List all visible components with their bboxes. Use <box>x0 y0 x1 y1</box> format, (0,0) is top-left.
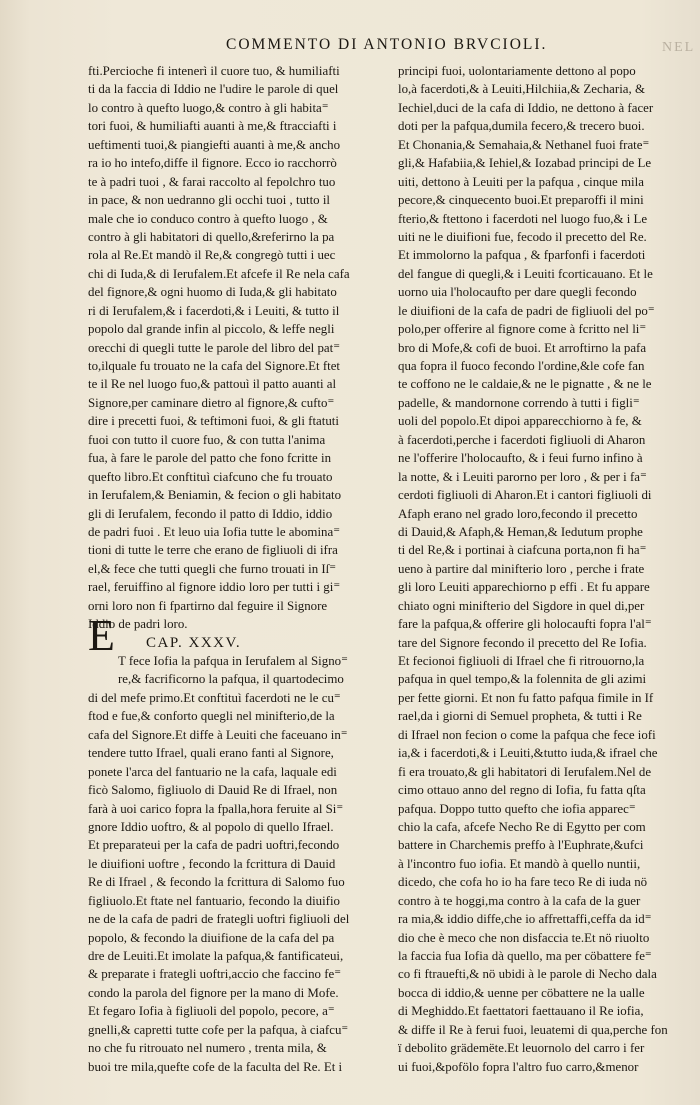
text-line: T fece Iofia la pafqua in Ierufalem al Signo⁼ <box>118 654 348 668</box>
text-line: no che fu ritrouato nel numero , trenta mila, & <box>88 1041 327 1056</box>
text-line: quefto libro.Et conftituì ciafcuno che fu trouato <box>88 469 333 484</box>
text-line: la faccia fua Iofia dà quello, ma per cöbattere fe⁼ <box>398 949 652 963</box>
text-line: de padri fuoi . Et leuo uia Iofia tutte le abomina⁼ <box>88 524 341 539</box>
text-line: battere in Charchemis preffo à l'Euphrate,&ufci <box>398 838 644 853</box>
text-line: tendere tutto Ifrael, quali erano fanti al Signore, <box>88 746 334 761</box>
text-line: fua, à fare le parole del patto che fono fcritte in <box>88 451 332 466</box>
text-line: Et preparateui per la cafa de padri uoftri,fecondo <box>88 838 340 853</box>
text-line: pafqua. Doppo tutto quefto che iofia apparec⁼ <box>398 801 636 816</box>
text-line: figliuolo.Et ftate nel fantuario, fecondo la diuifio <box>88 893 341 908</box>
text-line: fti.Percioche fi intenerì il cuore tuo, & humiliafti <box>88 64 340 78</box>
text-line: contro à te hoggi,ma contro à la cafa de la guer <box>398 893 641 908</box>
text-line: co fi ftrauefti,& nö ubidi à le parole di Necho dala <box>398 967 657 982</box>
text-line: rael, feruiffino al fignore iddio loro per tutti i gi⁼ <box>88 580 341 595</box>
text-line: uoli del popolo.Et dipoi apparecchiorno à fe, & <box>398 414 642 429</box>
text-line: dicedo, che cofa ho io ha fare teco Re di iuda nö <box>398 875 648 890</box>
text-line: pecore,& cinquecento buoi.Et preparoffi il mini <box>398 193 644 208</box>
text-line: gli loro Leuiti apparechiorno p effi . Et fu appare <box>398 580 650 595</box>
text-line: fuoi con tutto il cuore fuo, & con tutta l'anima <box>88 432 326 447</box>
text-line: ftod e fue,& conforto quegli nel minifterio,de la <box>88 709 335 724</box>
text-line: Et immolorno la pafqua , & fparfonfi i facerdoti <box>398 248 646 263</box>
text-line: principi fuoi, uolontariamente dettono al popo <box>398 64 636 78</box>
text-line: Et fecionoi figliuoli di Ifrael che fi ritrouorno,la <box>398 654 645 668</box>
text-line: del fignore,& ogni huomo di Iuda,& gli habitato <box>88 285 337 300</box>
text-line: à facerdoti,perche i facerdoti figliuoli di Aharon <box>398 432 646 447</box>
text-line: uiti, dettono à Leuiti per la pafqua , cinque mila <box>398 174 644 189</box>
text-line: ponete l'arca del fantuario ne la cafa, laquale edi <box>88 764 337 779</box>
text-line: popolo, & fecondo la diuifione de la cafa del pa <box>88 930 335 945</box>
text-line: ï debolito grädemëte.Et leuornolo del carro i fer <box>398 1041 645 1056</box>
text-line: di Dauid,& Afaph,& Heman,& Iedutum prophe <box>398 524 643 539</box>
text-line: pafqua in quel tempo,& la folennita de gli azimi <box>398 672 647 687</box>
text-line: qua fopra il fuoco fecondo l'ordine,&le cofe fan <box>398 359 645 373</box>
text-line: ra io ho intefo,diffe il fignore. Ecco io racchorrò <box>88 156 337 171</box>
text-line: popolo dal grande infin al piccolo, & leffe negli <box>88 322 335 337</box>
text-line: condo la parola del fignore per la mano di Mofe. <box>88 985 339 1000</box>
text-line: gli,& Hafabiia,& Iehiel,& Iozabad principi de Le <box>398 156 652 171</box>
text-line: te à padri tuoi , & farai raccolto al fepolchro tuo <box>88 174 336 189</box>
text-line: orecchi di quegli tutte le parole del libro del pat⁼ <box>88 340 340 355</box>
text-line: ti da la faccia di Iddio ne l'udire le parole di quel <box>88 82 339 97</box>
left-column <box>88 62 384 1076</box>
text-line: cerdoti figliuoli di Aharon.Et i cantori figliuoli di <box>398 488 652 503</box>
text-line: di Ifrael non fecion o come la pafqua che fece iofi <box>398 727 656 742</box>
text-line: Re di Ifrael , & fecondo la fcrittura di Salomo fuo <box>88 875 345 890</box>
bleed-through-text: NEL <box>662 40 696 55</box>
text-line: rael,da i giorni di Semuel propheta, & tutti i Re <box>398 709 642 724</box>
text-line: cimo ottauo anno del regno di Iofia, fu fatta qſta <box>398 783 646 798</box>
chapter-heading: CAP. XXXV. <box>146 634 242 651</box>
text-line: fare la pafqua,& offerire gli holocaufti fopra l'al⁼ <box>398 617 652 632</box>
text-line: ti del Re,& i portinai à ciafcuna porta,non fi ha⁼ <box>398 543 647 558</box>
text-line: ui fuoi,&pofölo fopra l'altro fuo carro,&menor <box>398 1059 639 1074</box>
text-line: cafa del Signore.Et diffe à Leuiti che faceuano in⁼ <box>88 727 348 742</box>
text-line: contro à gli habitatori di quello,&referirno la pa <box>88 229 335 244</box>
text-line: le diuifioni uoftre , fecondo la fcrittura di Dauid <box>88 856 336 871</box>
text-line: ra mia,& iddio diffe,che io affrettaffi,ceffa da id⁼ <box>398 912 652 927</box>
text-line: le diuifioni de la cafa de padri de figliuoli del po⁼ <box>398 303 655 318</box>
text-line: doti per la pafqua,dumila fecero,& trecero buoi. <box>398 119 645 134</box>
text-line: lo,à facerdoti,& à Leuiti,Hilchiia,& Zecharia, & <box>398 82 645 97</box>
text-line: per fette giorni. Et non fu fatto pafqua fimile in If <box>398 690 654 705</box>
text-line: tioni di tutte le terre che erano de figliuoli di ifra <box>88 543 338 558</box>
text-line: chiato ogni minifterio del Sigdore in quel di,per <box>398 598 645 613</box>
text-line: ia,& i facerdoti,& i Leuiti,&tutto iuda,& ifrael che <box>398 746 658 761</box>
text-line: te il Re nel luogo fuo,& pattouì il patto auanti al <box>88 377 337 392</box>
text-line: Signore,per caminare dietro al fignore,& cufto⁼ <box>88 395 335 410</box>
text-line: fi era trouato,& gli habitatori di Ierufalem.Nel de <box>398 764 652 779</box>
text-line: gnelli,& capretti tutte cofe per la pafqua, à ciafcu⁼ <box>88 1022 349 1037</box>
text-line: & preparate i frategli uoftri,accio che faccino fe⁼ <box>88 967 342 982</box>
text-line: ueftimenti tuoi,& piangiefti auanti à me,& ancho <box>88 137 341 152</box>
text-line: ri di Ierufalem,& i facerdoti,& i Leuiti, & tutto il <box>88 303 340 318</box>
text-line: fterio,& ftettono i facerdoti nel luogo fuo,& i Le <box>398 211 648 226</box>
text-line: tare del Signore fecondo il precetto del Re Iofia. <box>398 635 647 650</box>
text-line: dre de Leuiti.Et imolate la pafqua,& fantificateui, <box>88 949 344 963</box>
text-line: Iechiel,duci de la cafa di Iddio, ne dettono à facer <box>398 100 654 115</box>
text-line: di del mefe primo.Et conftituì facerdoti ne le cu⁼ <box>88 690 341 705</box>
text-line: rola al Re.Et mandò il Re,& congregò tutti i uec <box>88 248 336 263</box>
text-line: in pace, & non uedranno gli occhi tuoi , tutto il <box>88 193 331 208</box>
text-line: dio che è meco che non disfaccia te.Et nö riuolto <box>398 930 650 945</box>
text-line: ficò Salomo, figliuolo di Dauid Re di Ifrael, non <box>88 783 338 798</box>
text-line: la notte, & i Leuiti parorno per loro , & per i fa⁼ <box>398 469 647 484</box>
text-line: Et fegaro Iofia à figliuoli del popolo, pecore, a⁼ <box>88 1004 335 1019</box>
text-line: el,& fece che tutti quegli che furno trouati in Iſ⁼ <box>88 561 337 576</box>
text-line: à l'incontro fuo iofia. Et mandò à quello nuntii, <box>398 856 641 871</box>
text-line: gli di Ierufalem, fecondo il patto di Iddio, iddio <box>88 506 333 521</box>
text-line: gnore Iddio uoftro, & al popolo di quello Ifrael. <box>88 819 334 834</box>
text-line: Et Chonania,& Semahaia,& Nethanel fuoi frate⁼ <box>398 137 650 152</box>
text-line: di Meghiddo.Et faettatori faettauano il Re iofia, <box>398 1004 644 1019</box>
text-line: buoi tre mila,quefte cofe de la faculta del Re. Et i <box>88 1059 343 1074</box>
text-line: tori fuoi, & humiliafti auanti à me,& ftracciafti i <box>88 119 337 134</box>
text-line: te coffono ne le caldaie,& ne le pignatte , & ne le <box>398 377 652 392</box>
text-line: ueno à partire dal minifterio loro , perche i frate <box>398 561 645 576</box>
text-line: to,ilquale fu trouato ne la cafa del Signore.Et ftet <box>88 359 340 373</box>
running-header: COMMENTO DI ANTONIO BRVCIOLI. <box>226 36 548 53</box>
text-line: Iddio de padri loro. <box>88 617 188 632</box>
drop-cap: E <box>88 611 115 660</box>
text-line: orni loro non fi fpartirno dal feguire il Signore <box>88 598 328 613</box>
right-column <box>398 62 694 1076</box>
text-line: & diffe il Re à ferui fuoi, leuatemi di qua,perche fon <box>398 1022 668 1037</box>
text-line: re,& facrificorno la pafqua, il quartodecimo <box>118 672 344 687</box>
text-line: uorno uia l'holocaufto per dare quegli fecondo <box>398 285 637 300</box>
text-line: Afaph erano nel grado loro,fecondo il precetto <box>398 506 638 521</box>
text-line: ne de la cafa de padri de frategli uoftri figliuoli del <box>88 912 350 927</box>
text-line: bocca di iddio,& uenne per cöbattere ne la ualle <box>398 985 645 1000</box>
text-line: bro di Mofe,& cofi de buoi. Et arroftirno la pafa <box>398 340 647 355</box>
text-line: polo,per offerire al fignore come à fcritto nel li⁼ <box>398 322 647 337</box>
text-line: del fangue di quegli,& i Leuiti fcorticauano. Et le <box>398 266 653 281</box>
text-line: in Ierufalem,& Beniamin, & fecion o gli habitato <box>88 488 342 503</box>
text-line: chi di Iuda,& di Ierufalem.Et afcefe il Re nela cafa <box>88 266 350 281</box>
text-line: uiti ne le diuifioni fue, fecodo il precetto del Re. <box>398 229 647 244</box>
text-line: ne l'offerire l'holocaufto, & i feui furno infino à <box>398 451 643 466</box>
text-line: lo contro à quefto luogo,& contro à gli habita⁼ <box>88 100 329 115</box>
text-line: padelle, & mandornone correndo à tutti i figli⁼ <box>398 395 640 410</box>
text-line: chio la cafa, afcefe Necho Re di Egytto per com <box>398 819 646 834</box>
text-line: farà à uoi carico fopra la fpalla,hora feruite al Si⁼ <box>88 801 344 816</box>
text-line: dire i precetti fuoi, & teftimoni fuoi, & gli ftatuti <box>88 414 339 429</box>
text-line: male che io conduco contro à quefto luogo , & <box>88 211 328 226</box>
